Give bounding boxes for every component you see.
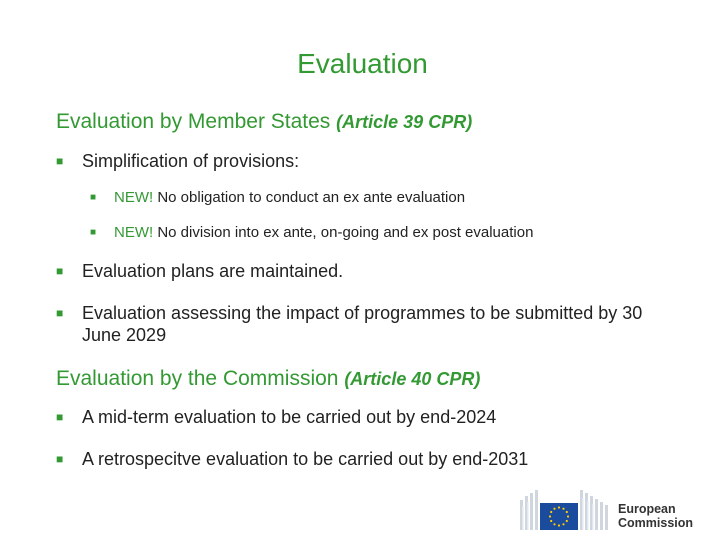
logo-line-european: European [618, 502, 676, 516]
article-reference: (Article 40 CPR) [344, 369, 481, 389]
sub-bullet-text: No division into ex ante, on-going and ex post evaluation [153, 224, 534, 241]
section-heading-text: Evaluation by the Commission [56, 367, 339, 390]
slide-title: Evaluation [297, 48, 428, 79]
bullet-text: A retrospecitve evaluation to be carried out by end-2031 [82, 449, 529, 469]
article-reference: (Article 39 CPR) [336, 112, 473, 132]
bullet-marker-icon: ■ [56, 410, 64, 424]
sub-bullet-no-ex-ante [90, 188, 690, 208]
bullet-marker-icon: ■ [56, 306, 64, 320]
bullet-text: Evaluation assessing the impact of programmes to be submitted by 30 June 2029 [82, 303, 643, 345]
bullet-mid-term [56, 406, 676, 428]
bullet-plans-maintained [56, 260, 676, 282]
sub-bullet-no-division [90, 223, 690, 243]
section-heading-commission [56, 367, 480, 391]
bullet-marker-icon: ■ [56, 154, 64, 168]
bullet-simplification [56, 150, 676, 172]
section-heading-text: Evaluation by Member States [56, 110, 331, 133]
bullet-marker-icon: ■ [90, 227, 97, 238]
logo-line-commission: Commission [618, 516, 694, 530]
bullet-marker-icon: ■ [56, 452, 64, 466]
new-tag: NEW! [114, 189, 154, 206]
bullet-retrospective [56, 448, 676, 470]
bullet-text: A mid-term evaluation to be carried out by end-2024 [82, 407, 497, 427]
new-tag: NEW! [114, 224, 154, 241]
bullet-text: Evaluation plans are maintained. [82, 261, 344, 281]
bullet-text: Simplification of provisions: [82, 151, 300, 171]
bullet-impact-evaluation [56, 302, 666, 346]
sub-bullet-text: No obligation to conduct an ex ante evaluation [153, 189, 466, 206]
european-commission-logo [518, 486, 708, 532]
bullet-marker-icon: ■ [56, 264, 64, 278]
bullet-marker-icon: ■ [90, 192, 97, 203]
section-heading-member-states [56, 110, 472, 134]
commission-building-icon [518, 486, 614, 532]
